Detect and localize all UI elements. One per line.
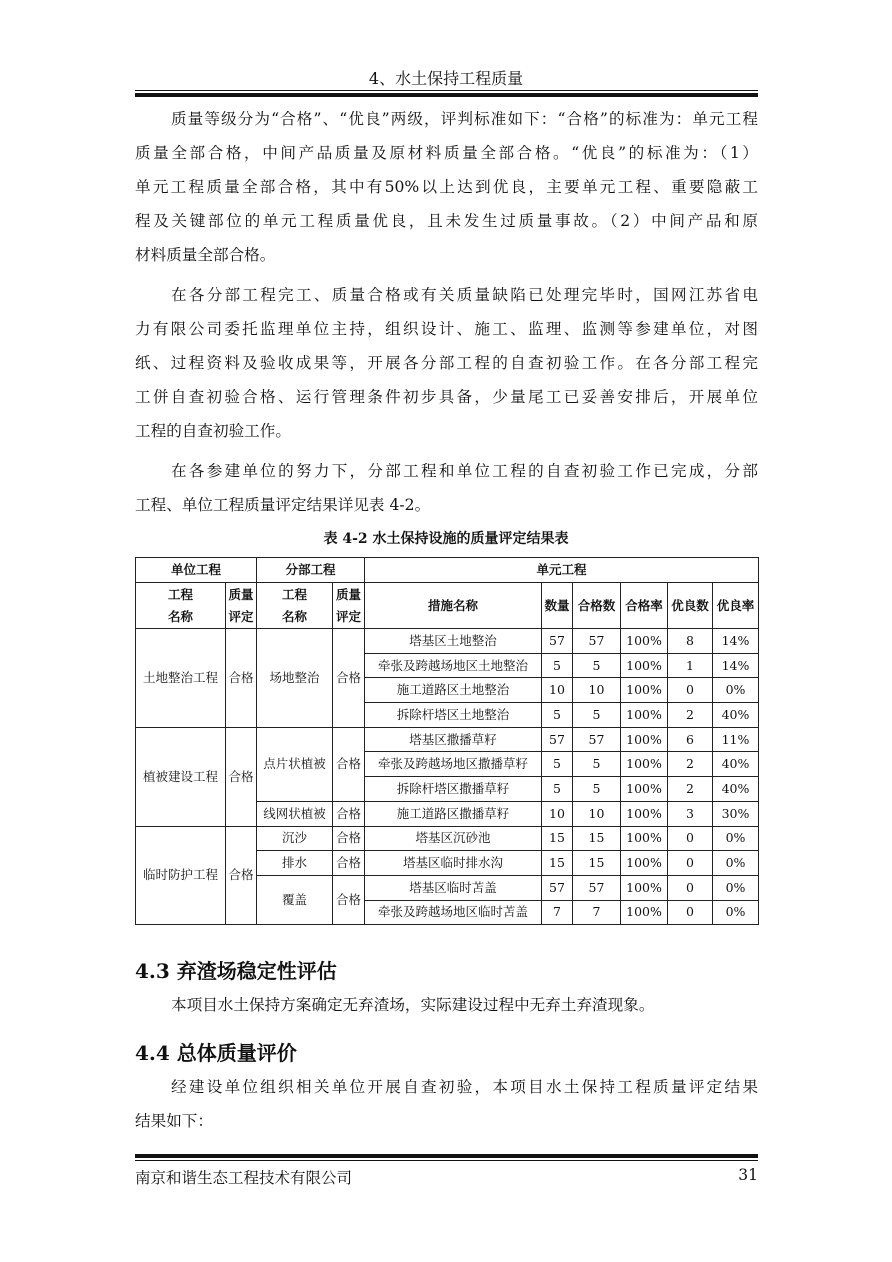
pass-count: 15 <box>573 826 621 851</box>
count: 57 <box>542 875 573 900</box>
count: 7 <box>542 900 573 925</box>
table-row <box>136 826 759 851</box>
pass-rate: 100% <box>621 752 668 777</box>
column-header: 工程 名称 <box>257 583 333 629</box>
division-name: 覆盖 <box>257 875 333 924</box>
pass-rate: 100% <box>621 678 668 703</box>
measure-name: 塔基区沉砂池 <box>365 826 542 851</box>
footer-rule <box>135 1160 758 1161</box>
division-name: 点片状植被 <box>257 727 333 801</box>
table-row <box>136 727 759 752</box>
measure-name: 施工道路区土地整治 <box>365 678 542 703</box>
text-line: 在各分部工程完工、质量合格或有关质量缺陷已处理完毕时，国网江苏省电 <box>171 286 758 304</box>
division-grade: 合格 <box>333 801 365 826</box>
excellent-rate: 0% <box>713 678 759 703</box>
excellent-rate: 14% <box>713 653 759 678</box>
quality-assessment-table <box>135 557 759 925</box>
pass-count: 5 <box>573 703 621 728</box>
running-header: 4、水土保持工程质量 <box>368 69 524 88</box>
pass-count: 5 <box>573 752 621 777</box>
measure-name: 牵张及跨越场地区土地整治 <box>365 653 542 678</box>
count: 10 <box>542 678 573 703</box>
pass-count: 57 <box>573 727 621 752</box>
pass-count: 57 <box>573 875 621 900</box>
measure-name: 牵张及跨越场地区临时苫盖 <box>365 900 542 925</box>
column-header: 优良数 <box>668 583 713 629</box>
excellent-rate: 40% <box>713 777 759 802</box>
footer-company: 南京和谐生态工程技术有限公司 <box>135 1169 353 1187</box>
pass-count: 7 <box>573 900 621 925</box>
division-grade: 合格 <box>333 851 365 876</box>
page-number: 31 <box>738 1166 758 1184</box>
pass-count: 10 <box>573 678 621 703</box>
text-line: 工併自查初验合格、运行管理条件初步具备，少量尾工已妥善安排后，开展单位 <box>135 388 758 406</box>
text-line: 质量等级分为“合格”、“优良”两级，评判标准如下：“合格”的标准为：单元工程 <box>171 110 758 128</box>
division-name: 线网状植被 <box>257 801 333 826</box>
group-header: 单位工程 <box>136 558 257 583</box>
section-heading-4-3: 4.3 弃渣场稳定性评估 <box>135 959 337 983</box>
section-4-4-text <box>135 1070 758 1138</box>
pass-rate: 100% <box>621 801 668 826</box>
division-name: 场地整治 <box>257 629 333 728</box>
column-header: 合格数 <box>573 583 621 629</box>
excellent-rate: 0% <box>713 826 759 851</box>
excellent-count: 0 <box>668 900 713 925</box>
division-grade: 合格 <box>333 875 365 924</box>
measure-name: 拆除杆塔区土地整治 <box>365 703 542 728</box>
count: 57 <box>542 727 573 752</box>
column-header: 质量 评定 <box>226 583 257 629</box>
division-name: 排水 <box>257 851 333 876</box>
paragraph-results-summary <box>135 454 758 522</box>
pass-rate: 100% <box>621 727 668 752</box>
pass-rate: 100% <box>621 629 668 654</box>
header-rule <box>135 90 758 91</box>
excellent-count: 0 <box>668 678 713 703</box>
count: 5 <box>542 752 573 777</box>
excellent-count: 2 <box>668 777 713 802</box>
measure-name: 牵张及跨越场地区撒播草籽 <box>365 752 542 777</box>
text-line: 质量全部合格，中间产品质量及原材料质量全部合格。“优良”的标准为：（1） <box>135 144 758 162</box>
excellent-count: 6 <box>668 727 713 752</box>
group-header: 分部工程 <box>257 558 365 583</box>
excellent-rate: 0% <box>713 851 759 876</box>
column-header: 优良率 <box>713 583 759 629</box>
pass-rate: 100% <box>621 875 668 900</box>
excellent-count: 0 <box>668 826 713 851</box>
measure-name: 塔基区撒播草籽 <box>365 727 542 752</box>
text-line: 单元工程质量全部合格，其中有50%以上达到优良，主要单元工程、重要隐蔽工 <box>135 178 758 196</box>
pass-rate: 100% <box>621 826 668 851</box>
excellent-rate: 40% <box>713 752 759 777</box>
column-header: 数量 <box>542 583 573 629</box>
text-line: 经建设单位组织相关单位开展自查初验，本项目水土保持工程质量评定结果 <box>171 1078 758 1096</box>
excellent-rate: 0% <box>713 875 759 900</box>
excellent-rate: 0% <box>713 900 759 925</box>
pass-count: 10 <box>573 801 621 826</box>
excellent-rate: 30% <box>713 801 759 826</box>
unit-name: 临时防护工程 <box>136 826 226 925</box>
column-header: 合格率 <box>621 583 668 629</box>
paragraph-acceptance-process <box>135 278 758 448</box>
excellent-count: 8 <box>668 629 713 654</box>
unit-grade: 合格 <box>226 826 257 925</box>
excellent-count: 3 <box>668 801 713 826</box>
excellent-count: 0 <box>668 875 713 900</box>
header-rule-thick <box>135 93 758 97</box>
excellent-count: 1 <box>668 653 713 678</box>
measure-name: 塔基区土地整治 <box>365 629 542 654</box>
count: 5 <box>542 777 573 802</box>
section-heading-4-4: 4.4 总体质量评价 <box>135 1041 297 1065</box>
text-line: 程及关键部位的单元工程质量优良，且未发生过质量事故。（2）中间产品和原 <box>135 212 758 230</box>
excellent-rate: 14% <box>713 629 759 654</box>
column-header: 措施名称 <box>365 583 542 629</box>
pass-rate: 100% <box>621 703 668 728</box>
excellent-count: 2 <box>668 752 713 777</box>
column-header: 质量 评定 <box>333 583 365 629</box>
pass-count: 5 <box>573 777 621 802</box>
pass-rate: 100% <box>621 900 668 925</box>
measure-name: 施工道路区撒播草籽 <box>365 801 542 826</box>
footer-rule-thick <box>135 1154 758 1158</box>
count: 15 <box>542 851 573 876</box>
text-line: 工程的自查初验工作。 <box>135 422 291 440</box>
count: 57 <box>542 629 573 654</box>
unit-grade: 合格 <box>226 727 257 826</box>
column-header: 工程 名称 <box>136 583 226 629</box>
pass-count: 57 <box>573 629 621 654</box>
pass-rate: 100% <box>621 777 668 802</box>
count: 5 <box>542 703 573 728</box>
division-name: 沉沙 <box>257 826 333 851</box>
pass-count: 5 <box>573 653 621 678</box>
excellent-rate: 40% <box>713 703 759 728</box>
section-4-3-text: 本项目水土保持方案确定无弃渣场，实际建设过程中无弃土弃渣现象。 <box>171 996 655 1014</box>
text-line: 力有限公司委托监理单位主持，组织设计、施工、监理、监测等参建单位，对图 <box>135 320 758 338</box>
pass-count: 15 <box>573 851 621 876</box>
count: 10 <box>542 801 573 826</box>
measure-name: 拆除杆塔区撒播草籽 <box>365 777 542 802</box>
division-grade: 合格 <box>333 727 365 801</box>
unit-grade: 合格 <box>226 629 257 728</box>
unit-name: 植被建设工程 <box>136 727 226 826</box>
count: 15 <box>542 826 573 851</box>
group-header: 单元工程 <box>365 558 759 583</box>
table-caption: 表 4-2 水土保持设施的质量评定结果表 <box>323 531 569 547</box>
excellent-count: 2 <box>668 703 713 728</box>
paragraph-quality-criteria <box>135 102 758 272</box>
text-line: 结果如下： <box>135 1112 213 1130</box>
text-line: 材料质量全部合格。 <box>135 246 276 264</box>
text-line: 纸、过程资料及验收成果等，开展各分部工程的自查初验工作。在各分部工程完 <box>135 354 758 372</box>
measure-name: 塔基区临时排水沟 <box>365 851 542 876</box>
pass-rate: 100% <box>621 851 668 876</box>
division-grade: 合格 <box>333 826 365 851</box>
excellent-count: 0 <box>668 851 713 876</box>
measure-name: 塔基区临时苫盖 <box>365 875 542 900</box>
excellent-rate: 11% <box>713 727 759 752</box>
text-line: 工程、单位工程质量评定结果详见表 4-2。 <box>135 496 431 514</box>
count: 5 <box>542 653 573 678</box>
text-line: 在各参建单位的努力下，分部工程和单位工程的自查初验工作已完成，分部 <box>171 462 758 480</box>
pass-rate: 100% <box>621 653 668 678</box>
division-grade: 合格 <box>333 629 365 728</box>
unit-name: 土地整治工程 <box>136 629 226 728</box>
table-row <box>136 629 759 654</box>
